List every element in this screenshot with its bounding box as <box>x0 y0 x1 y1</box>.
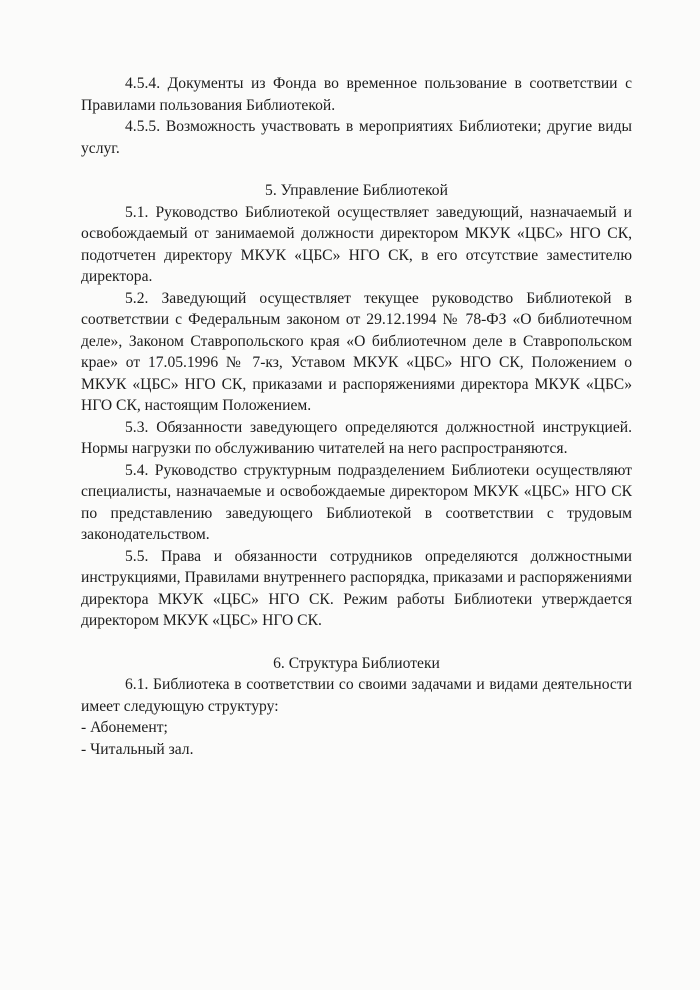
paragraph-5-1: 5.1. Руководство Библиотекой осуществляет заведующий, назначаемый и освобождаемый от занимаемой должности директором МКУК «ЦБС» НГО СК, подотчетен директору МКУК «ЦБС» НГО СК, в его отсутствие заместителю директора. <box>81 203 632 285</box>
section-gap <box>81 159 632 180</box>
list-item-abonement: - Абонемент; <box>81 719 168 736</box>
section-gap <box>81 632 632 653</box>
section-5-heading: 5. Управление Библиотекой <box>265 182 448 199</box>
list-item-reading-room: - Читальный зал. <box>81 740 194 758</box>
paragraph-5-4: 5.4. Руководство структурным подразделением Библиотеки осуществляют специалисты, назначаемые и освобождаемые директором МКУК «ЦБС» НГО СК по представлению заведующего Библиотекой в соответствии с трудовым законодательством. <box>81 461 632 543</box>
paragraph-4-5-5: 4.5.5. Возможность участвовать в мероприятиях Библиотеки; другие виды услуг. <box>81 118 632 157</box>
section-6-heading: 6. Структура Библиотеки <box>273 654 440 672</box>
paragraph-6-1: 6.1. Библиотека в соответствии со своими задачами и видами деятельности имеет следующую структуру: <box>81 676 632 715</box>
document-body <box>81 73 632 760</box>
paragraph-4-5-4: 4.5.4. Документы из Фонда во временное пользование в соответствии с Правилами пользования Библиотекой. <box>81 75 632 114</box>
paragraph-5-5: 5.5. Права и обязанности сотрудников определяются должностными инструкциями, Правилами внутреннего распорядка, приказами и распоряжениями директора МКУК «ЦБС» НГО СК. Режим работы Библиотеки утверждается директором МКУК «ЦБС» НГО СК. <box>81 547 632 629</box>
paragraph-5-2: 5.2. Заведующий осуществляет текущее руководство Библиотекой в соответствии с Федеральным законом от 29.12.1994 № 78-ФЗ «О библиотечном деле», Законом Ставропольского края «О библиотечном деле в Ставропольском крае» от 17.05.1996 № 7-кз, Уставом МКУК «ЦБС» НГО СК, Положением о МКУК «ЦБС» НГО СК, приказами и распоряжениями директора МКУК «ЦБС» НГО СК, настоящим Положением. <box>81 289 632 414</box>
paragraph-5-3: 5.3. Обязанности заведующего определяются должностной инструкцией. Нормы нагрузки по обслуживанию читателей на него распространяются. <box>81 418 632 457</box>
